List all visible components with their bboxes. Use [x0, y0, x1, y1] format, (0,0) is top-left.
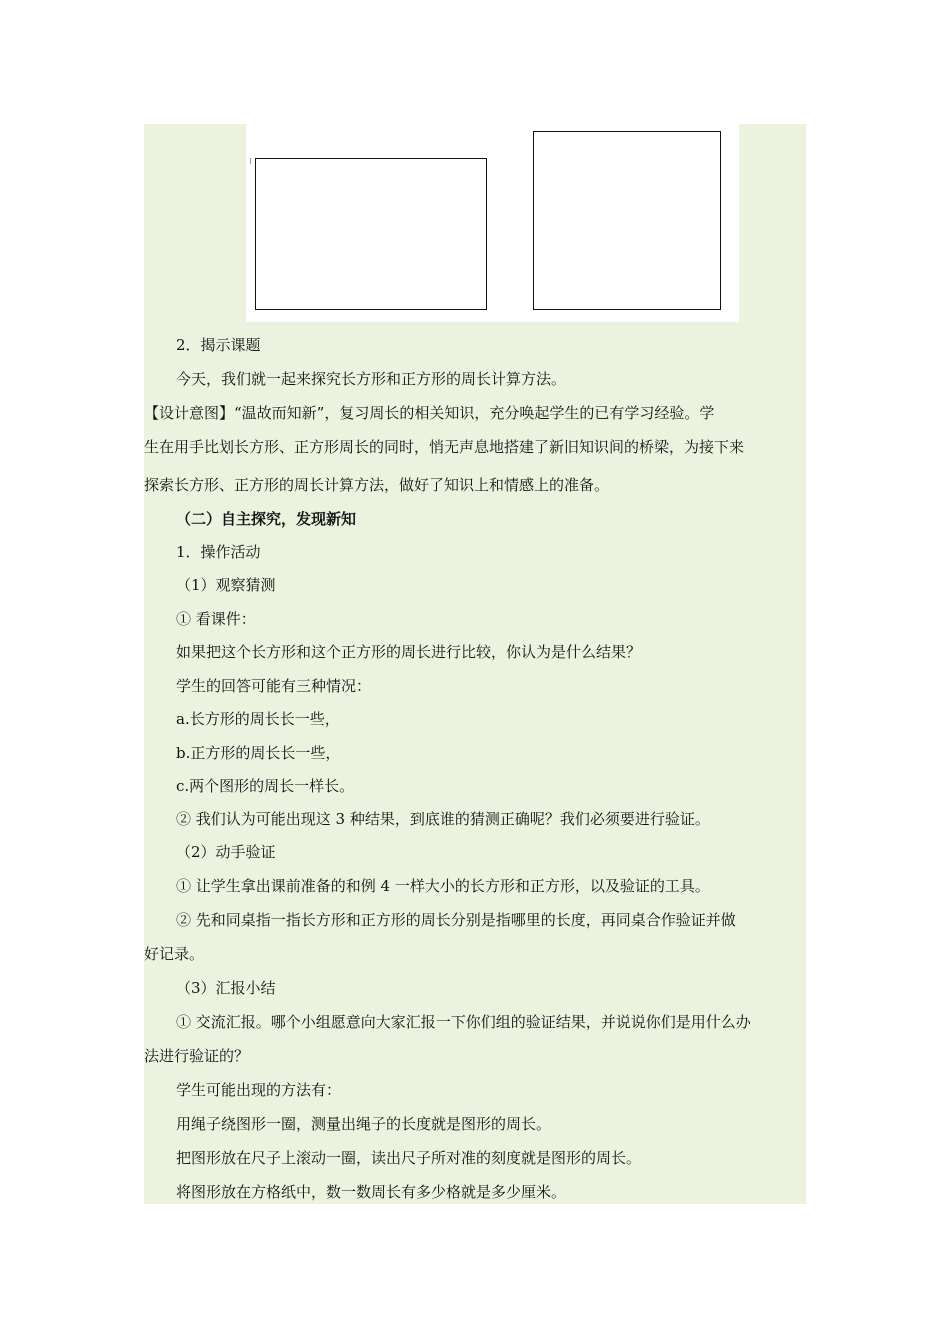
method-grid: 将图形放在方格纸中，数一数周长有多少格就是多少厘米。: [176, 1183, 567, 1201]
comparison-question: 如果把这个长方形和这个正方形的周长进行比较，你认为是什么结果？: [176, 643, 642, 661]
heading-activity: 1．操作活动: [176, 543, 261, 561]
deskmate-line-2: 好记录。: [144, 945, 205, 963]
answer-option-c: c.两个图形的周长一样长。: [176, 777, 355, 795]
design-intent-line-2: 生在用手比划长方形、正方形周长的同时，悄无声息地搭建了新旧知识间的桥梁，为接下来: [144, 438, 745, 456]
answers-intro: 学生的回答可能有三种情况：: [176, 677, 372, 695]
three-results-paragraph: ② 我们认为可能出现这 3 种结果，到底谁的猜测正确呢？我们必须要进行验证。: [176, 810, 710, 828]
heading-explore: （二）自主探究，发现新知: [176, 510, 357, 528]
heading-observe: （1）观察猜测: [176, 576, 276, 594]
square-shape: [533, 131, 721, 310]
section-title-reveal: 2．揭示课题: [176, 336, 261, 354]
report-line-1: ① 交流汇报。哪个小组愿意向大家汇报一下你们组的验证结果，并说说你们是用什么办: [176, 1013, 751, 1031]
intro-paragraph: 今天，我们就一起来探究长方形和正方形的周长计算方法。: [176, 370, 567, 388]
watch-courseware: ① 看课件：: [176, 610, 256, 628]
report-line-2: 法进行验证的？: [144, 1047, 250, 1065]
method-rope: 用绳子绕图形一圈，测量出绳子的长度就是图形的周长。: [176, 1115, 552, 1133]
heading-report: （3）汇报小结: [176, 979, 276, 997]
heading-verify: （2）动手验证: [176, 843, 276, 861]
figure-marker: [250, 158, 251, 164]
design-intent-line-1: 【设计意图】“温故而知新”，复习周长的相关知识，充分唤起学生的已有学习经验。学: [144, 404, 715, 422]
deskmate-line-1: ② 先和同桌指一指长方形和正方形的周长分别是指哪里的长度，再同桌合作验证并做: [176, 911, 736, 929]
rectangle-shape: [255, 158, 487, 310]
take-out-materials: ① 让学生拿出课前准备的和例 4 一样大小的长方形和正方形，以及验证的工具。: [176, 877, 710, 895]
design-intent-line-3: 探索长方形、正方形的周长计算方法，做好了知识上和情感上的准备。: [144, 476, 610, 494]
answer-option-b: b.正方形的周长长一些，: [176, 744, 341, 762]
method-ruler: 把图形放在尺子上滚动一圈，读出尺子所对准的刻度就是图形的周长。: [176, 1149, 642, 1167]
methods-intro: 学生可能出现的方法有：: [176, 1081, 342, 1099]
answer-option-a: a.长方形的周长长一些，: [176, 710, 340, 728]
